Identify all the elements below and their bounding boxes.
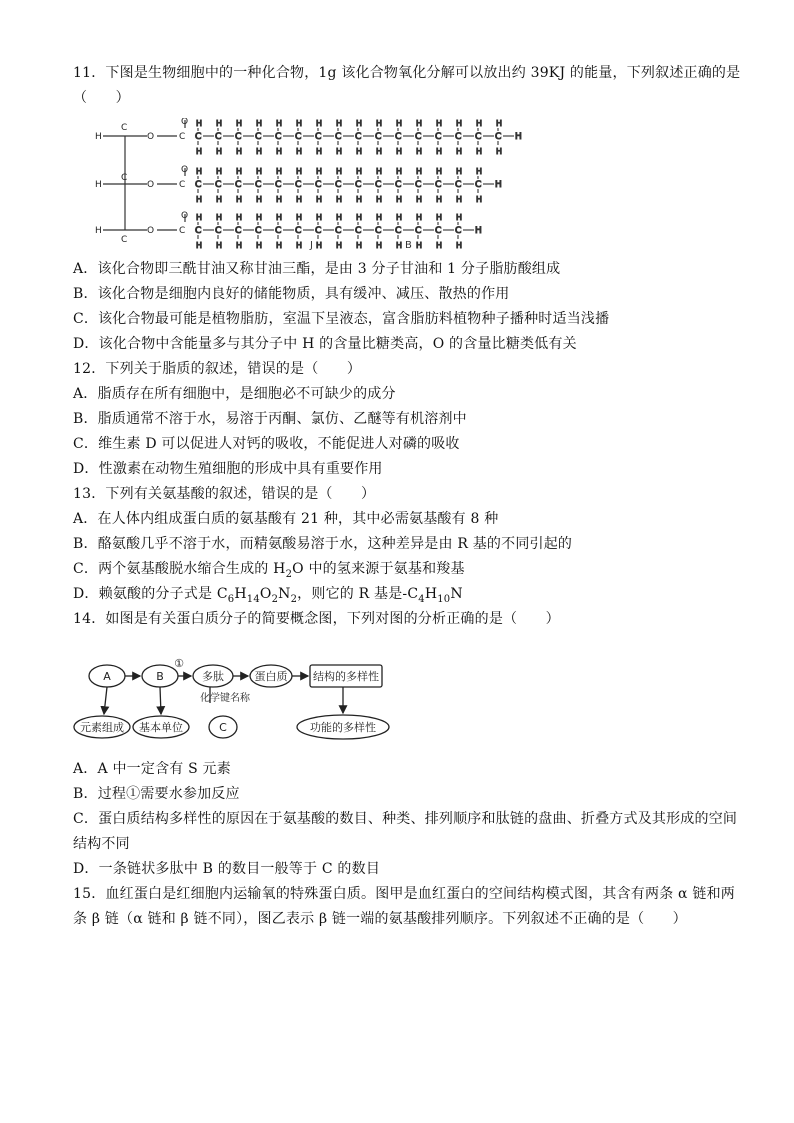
q11-option-c[interactable]: C．该化合物最可能是植物脂肪，室温下呈液态，富含脂肪料植物种子播种时适当浅播 bbox=[73, 311, 610, 327]
node-peptide: 多肽 bbox=[202, 670, 224, 683]
chain-hydrogen: H bbox=[316, 119, 323, 128]
chain-hydrogen: H bbox=[416, 241, 423, 250]
q13-option-c[interactable]: C．两个氨基酸脱水缩合生成的 $H_2O$ 中的氢来源于氨基和羧基 bbox=[73, 561, 465, 580]
chain-hydrogen: H bbox=[376, 241, 383, 250]
svg-text:O: O bbox=[181, 118, 189, 127]
q11-stem: 11．下图是生物细胞中的一种化合物，1g 该化合物氧化分解可以放出约 39KJ 的能量，下列叙述正确的是 bbox=[73, 65, 741, 81]
chain-hydrogen: H bbox=[296, 167, 303, 176]
chain-hydrogen: H bbox=[276, 241, 283, 250]
chain-end-hydrogen: H bbox=[515, 132, 522, 142]
chain-carbon: C bbox=[415, 226, 422, 236]
chain-carbon: C bbox=[295, 132, 302, 142]
q13-stem: 13．下列有关氨基酸的叙述，错误的是（ ） bbox=[73, 486, 376, 502]
chain-hydrogen: H bbox=[236, 167, 243, 176]
chain-carbon: C bbox=[455, 132, 462, 142]
chain-hydrogen: H bbox=[436, 213, 443, 222]
svg-text:O: O bbox=[181, 211, 189, 221]
chain-hydrogen: H bbox=[236, 241, 243, 250]
chain-carbon: C bbox=[275, 226, 282, 236]
chain-carbon: C bbox=[435, 132, 442, 142]
svg-text:H: H bbox=[95, 180, 102, 190]
chain-hydrogen: H bbox=[296, 195, 303, 204]
chain-carbon: C bbox=[255, 226, 262, 236]
chain-carbon: C bbox=[195, 132, 202, 142]
chain-carbon: C bbox=[435, 226, 442, 236]
chain-hydrogen: H bbox=[256, 195, 263, 204]
chain-hydrogen: H bbox=[436, 241, 443, 250]
q14-option-c-cont: 结构不同 bbox=[73, 836, 130, 852]
chain-hydrogen: H bbox=[216, 167, 223, 176]
q12-option-d[interactable]: D．性激素在动物生殖细胞的形成中具有重要作用 bbox=[73, 461, 383, 477]
q14-option-d[interactable]: D．一条链状多肽中 B 的数目一般等于 C 的数目 bbox=[73, 861, 381, 877]
chain-hydrogen: H bbox=[476, 119, 483, 128]
svg-text:C: C bbox=[121, 235, 128, 245]
q14-option-b[interactable]: B．过程①需要水参加反应 bbox=[73, 786, 240, 802]
chain-hydrogen: H bbox=[416, 147, 423, 156]
figure-label-b: B bbox=[405, 240, 412, 251]
chain-carbon: C bbox=[215, 132, 222, 142]
chain-end-hydrogen: H bbox=[495, 180, 502, 190]
chain-hydrogen: H bbox=[256, 213, 263, 222]
chain-hydrogen: H bbox=[296, 119, 303, 128]
chain-hydrogen: H bbox=[216, 147, 223, 156]
chain-carbon: C bbox=[395, 180, 402, 190]
chain-hydrogen: H bbox=[196, 213, 203, 222]
chain-hydrogen: H bbox=[296, 147, 303, 156]
svg-text:C: C bbox=[121, 123, 128, 133]
svg-text:H: H bbox=[95, 226, 102, 236]
chain-carbon: C bbox=[355, 132, 362, 142]
chain-hydrogen: H bbox=[276, 147, 283, 156]
chain-carbon: C bbox=[235, 132, 242, 142]
q14-option-c[interactable]: C．蛋白质结构多样性的原因在于氨基酸的数目、种类、排列顺序和肽链的盘曲、折叠方式及其形成的空间 bbox=[73, 811, 738, 827]
chain-hydrogen: H bbox=[376, 213, 383, 222]
chain-hydrogen: H bbox=[296, 213, 303, 222]
svg-text:O: O bbox=[147, 180, 155, 190]
chain-hydrogen: H bbox=[256, 241, 263, 250]
chain-carbon: C bbox=[275, 132, 282, 142]
q14-stem: 14．如图是有关蛋白质分子的简要概念图，下列对图的分析正确的是（ ） bbox=[73, 611, 560, 627]
chain-hydrogen: H bbox=[336, 241, 343, 250]
chain-hydrogen: H bbox=[356, 213, 363, 222]
svg-text:O: O bbox=[147, 132, 155, 142]
chain-hydrogen: H bbox=[416, 119, 423, 128]
chain-hydrogen: H bbox=[496, 147, 503, 156]
chain-carbon: C bbox=[335, 180, 342, 190]
chain-hydrogen: H bbox=[376, 167, 383, 176]
q11-option-a[interactable]: A．该化合物即三酰甘油又称甘油三酯，是由 3 分子甘油和 1 分子脂肪酸组成 bbox=[73, 261, 561, 277]
q13-option-a[interactable]: A．在人体内组成蛋白质的氨基酸有 21 种，其中必需氨基酸有 8 种 bbox=[73, 511, 499, 527]
chain-carbon: C bbox=[255, 180, 262, 190]
q15-stem-line2: 条 β 链（α 链和 β 链不同），图乙表示 β 链一端的氨基酸排列顺序。下列叙述不正确的是（ ） bbox=[73, 911, 687, 927]
chain-hydrogen: H bbox=[336, 213, 343, 222]
chain-hydrogen: H bbox=[356, 119, 363, 128]
chain-hydrogen: H bbox=[316, 167, 323, 176]
chain-hydrogen: H bbox=[476, 147, 483, 156]
node-structure-diversity: 结构的多样性 bbox=[313, 670, 379, 683]
chain-hydrogen: H bbox=[336, 147, 343, 156]
chain-hydrogen: H bbox=[416, 167, 423, 176]
chain-hydrogen: H bbox=[456, 213, 463, 222]
svg-text:C: C bbox=[121, 173, 128, 183]
chain-hydrogen: H bbox=[496, 119, 503, 128]
chain-hydrogen: H bbox=[216, 195, 223, 204]
chain-hydrogen: H bbox=[236, 147, 243, 156]
q15-stem-line1: 15．血红蛋白是红细胞内运输氧的特殊蛋白质。图甲是血红蛋白的空间结构模式图，其含有两条 α 链和两 bbox=[73, 886, 735, 902]
chain-carbon: C bbox=[315, 226, 322, 236]
chain-carbon: C bbox=[295, 180, 302, 190]
chain-hydrogen: H bbox=[316, 147, 323, 156]
chain-hydrogen: H bbox=[396, 195, 403, 204]
chain-hydrogen: H bbox=[236, 119, 243, 128]
chain-hydrogen: H bbox=[316, 213, 323, 222]
chain-hydrogen: H bbox=[456, 147, 463, 156]
q12-stem: 12．下列关于脂质的叙述，错误的是（ ） bbox=[73, 361, 362, 377]
chain-hydrogen: H bbox=[436, 147, 443, 156]
chain-hydrogen: H bbox=[416, 195, 423, 204]
chain-hydrogen: H bbox=[356, 167, 363, 176]
chain-hydrogen: H bbox=[236, 195, 243, 204]
chain-hydrogen: H bbox=[316, 195, 323, 204]
chain-hydrogen: H bbox=[436, 167, 443, 176]
chain-carbon: C bbox=[275, 180, 282, 190]
chain-hydrogen: H bbox=[236, 213, 243, 222]
chain-carbon: C bbox=[335, 226, 342, 236]
chain-hydrogen: H bbox=[416, 213, 423, 222]
chain-carbon: C bbox=[335, 132, 342, 142]
node-elements: 元素组成 bbox=[80, 721, 124, 734]
chain-carbon: C bbox=[215, 226, 222, 236]
chain-hydrogen: H bbox=[436, 195, 443, 204]
svg-text:C: C bbox=[179, 226, 186, 236]
chain-hydrogen: H bbox=[396, 213, 403, 222]
chain-carbon: C bbox=[215, 180, 222, 190]
chain-hydrogen: H bbox=[336, 119, 343, 128]
q13-option-d[interactable]: D．赖氨酸的分子式是 $C_6H_{14}O_2N_2$，则它的 R 基是$-C_4H_{10}N$ bbox=[73, 586, 463, 605]
q13-option-b[interactable]: B．酪氨酸几乎不溶于水，而精氨酸易溶于水，这种差异是由 R 基的不同引起的 bbox=[73, 536, 573, 552]
svg-text:C: C bbox=[179, 132, 186, 142]
chain-hydrogen: H bbox=[356, 147, 363, 156]
node-a: A bbox=[103, 670, 111, 683]
node-c: C bbox=[219, 721, 227, 734]
chain-hydrogen: H bbox=[336, 195, 343, 204]
q12-option-a[interactable]: A．脂质存在所有细胞中，是细胞必不可缺少的成分 bbox=[73, 386, 396, 402]
node-protein: 蛋白质 bbox=[254, 670, 288, 683]
chain-hydrogen: H bbox=[196, 241, 203, 250]
svg-text:O: O bbox=[181, 165, 189, 175]
chain-carbon: C bbox=[195, 226, 202, 236]
chain-hydrogen: H bbox=[256, 167, 263, 176]
chain-carbon: C bbox=[195, 180, 202, 190]
chain-end-hydrogen: H bbox=[475, 226, 482, 236]
chain-carbon: C bbox=[455, 180, 462, 190]
chain-hydrogen: H bbox=[376, 195, 383, 204]
chain-hydrogen: H bbox=[336, 167, 343, 176]
triglyceride-structure-figure bbox=[95, 118, 525, 253]
q11-option-d[interactable]: D．该化合物中含能量多与其分子中 H 的含量比糖类高，O 的含量比糖类低有关 bbox=[73, 336, 577, 352]
chain-hydrogen: H bbox=[356, 195, 363, 204]
chain-hydrogen: H bbox=[216, 241, 223, 250]
chain-carbon: C bbox=[375, 180, 382, 190]
protein-concept-map bbox=[72, 655, 402, 745]
q14-option-a[interactable]: A．A 中一定含有 S 元素 bbox=[73, 761, 231, 777]
chain-carbon: C bbox=[315, 180, 322, 190]
chain-hydrogen: H bbox=[396, 119, 403, 128]
chain-hydrogen: H bbox=[196, 147, 203, 156]
chain-hydrogen: H bbox=[256, 119, 263, 128]
chain-carbon: C bbox=[415, 132, 422, 142]
node-basic-unit: 基本单位 bbox=[139, 721, 183, 734]
chain-hydrogen: H bbox=[456, 119, 463, 128]
chain-hydrogen: H bbox=[316, 241, 323, 250]
node-function-diversity: 功能的多样性 bbox=[310, 721, 376, 734]
svg-text:H: H bbox=[95, 132, 102, 142]
q11-option-b[interactable]: B．该化合物是细胞内良好的储能物质，具有缓冲、减压、散热的作用 bbox=[73, 286, 510, 302]
chain-hydrogen: H bbox=[196, 195, 203, 204]
chain-hydrogen: H bbox=[276, 119, 283, 128]
chain-hydrogen: H bbox=[436, 119, 443, 128]
chain-hydrogen: H bbox=[376, 119, 383, 128]
chain-hydrogen: H bbox=[456, 195, 463, 204]
chain-hydrogen: H bbox=[476, 195, 483, 204]
chain-carbon: C bbox=[295, 226, 302, 236]
process-label: ① bbox=[174, 657, 184, 670]
q11-paren: （ ） bbox=[73, 90, 130, 106]
chain-carbon: C bbox=[355, 226, 362, 236]
chain-hydrogen: H bbox=[476, 167, 483, 176]
chain-hydrogen: H bbox=[376, 147, 383, 156]
chain-carbon: C bbox=[475, 180, 482, 190]
node-b: B bbox=[156, 670, 164, 683]
chain-carbon: C bbox=[235, 226, 242, 236]
chain-hydrogen: H bbox=[276, 213, 283, 222]
chain-hydrogen: H bbox=[216, 213, 223, 222]
chain-carbon: C bbox=[315, 132, 322, 142]
chain-hydrogen: H bbox=[256, 147, 263, 156]
chain-hydrogen: H bbox=[396, 167, 403, 176]
chain-carbon: C bbox=[395, 132, 402, 142]
chain-carbon: C bbox=[435, 180, 442, 190]
chain-hydrogen: H bbox=[196, 167, 203, 176]
chain-hydrogen: H bbox=[396, 147, 403, 156]
chain-hydrogen: H bbox=[276, 195, 283, 204]
chain-carbon: C bbox=[255, 132, 262, 142]
bond-label: 化学键名称 bbox=[200, 693, 250, 704]
figure-label-j: J bbox=[310, 240, 313, 251]
chain-hydrogen: H bbox=[456, 167, 463, 176]
chain-hydrogen: H bbox=[456, 241, 463, 250]
chain-carbon: C bbox=[415, 180, 422, 190]
q12-option-b[interactable]: B．脂质通常不溶于水，易溶于丙酮、氯仿、乙醚等有机溶剂中 bbox=[73, 411, 467, 427]
chain-carbon: C bbox=[395, 226, 402, 236]
svg-text:O: O bbox=[147, 226, 155, 236]
chain-carbon: C bbox=[455, 226, 462, 236]
chain-carbon: C bbox=[355, 180, 362, 190]
chain-hydrogen: H bbox=[396, 241, 403, 250]
q12-option-c[interactable]: C．维生素 D 可以促进人对钙的吸收，不能促进人对磷的吸收 bbox=[73, 436, 460, 452]
chain-hydrogen: H bbox=[216, 119, 223, 128]
chain-hydrogen: H bbox=[196, 119, 203, 128]
chain-carbon: C bbox=[475, 132, 482, 142]
chain-carbon: C bbox=[375, 132, 382, 142]
chain-carbon: C bbox=[235, 180, 242, 190]
chain-hydrogen: H bbox=[296, 241, 303, 250]
chain-hydrogen: H bbox=[276, 167, 283, 176]
chain-hydrogen: H bbox=[356, 241, 363, 250]
chain-carbon: C bbox=[375, 226, 382, 236]
chain-carbon: C bbox=[495, 132, 502, 142]
svg-text:C: C bbox=[179, 180, 186, 190]
